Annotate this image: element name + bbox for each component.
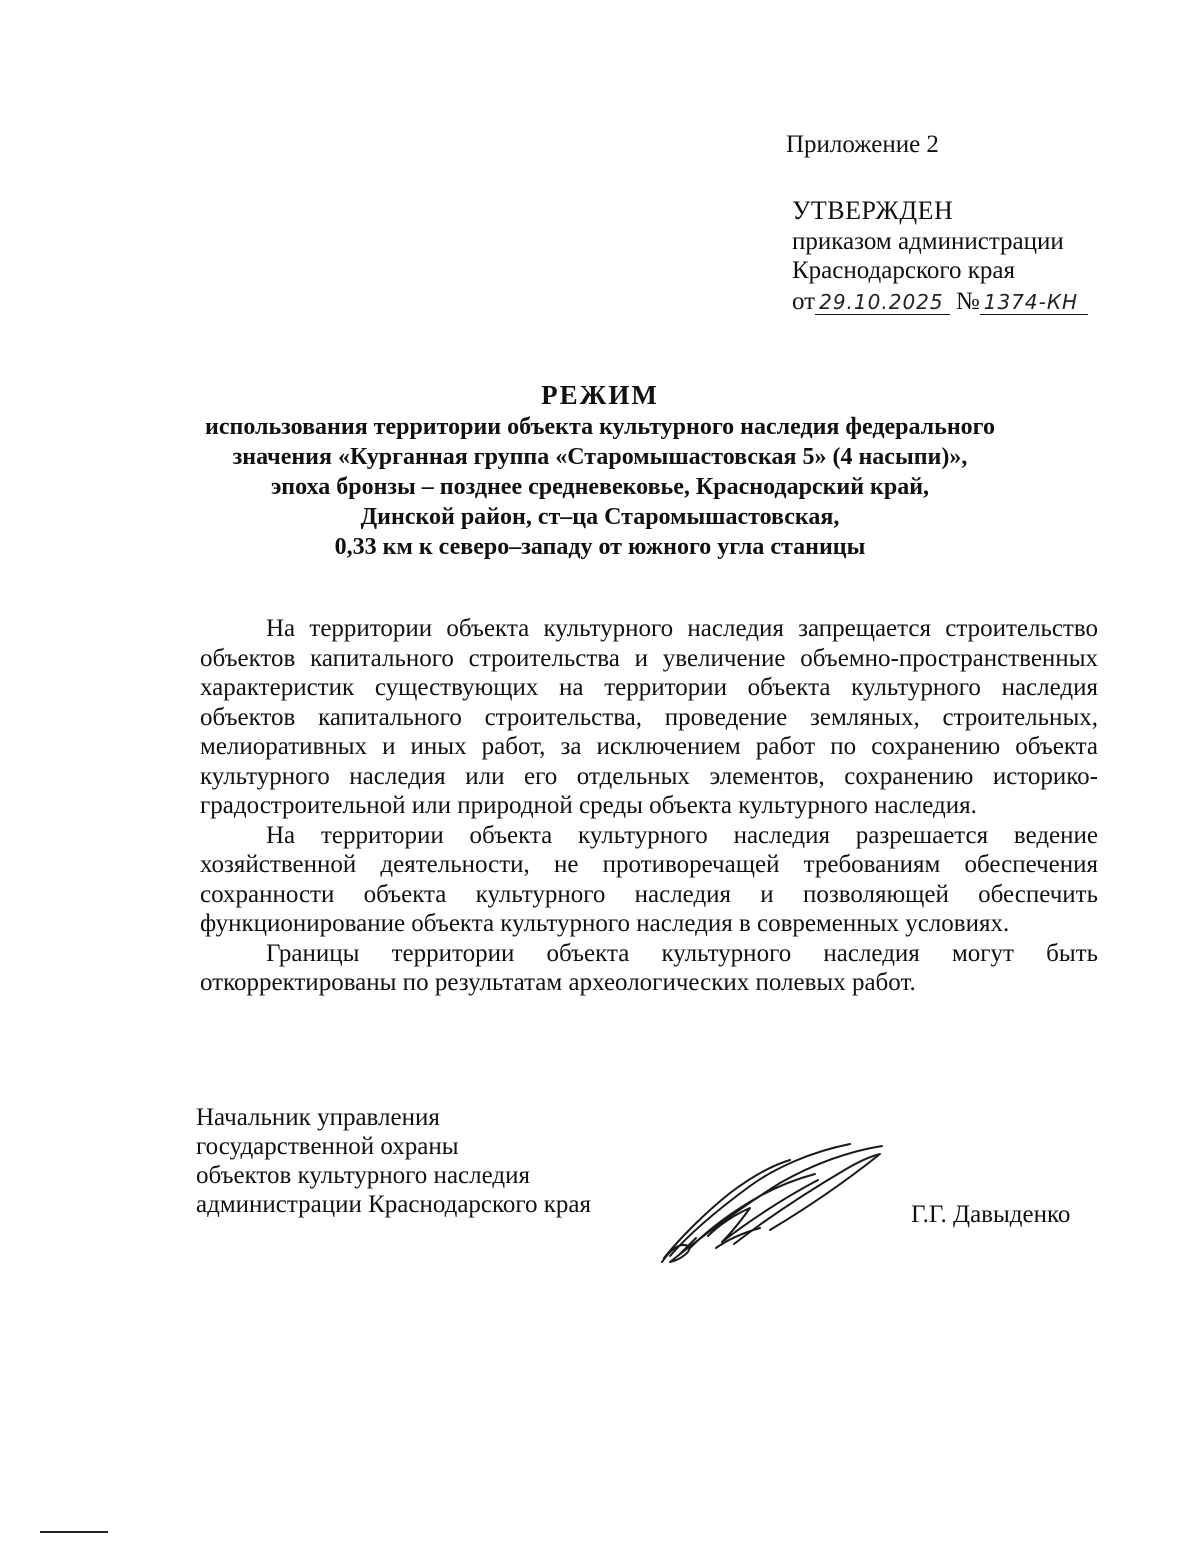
approved-label: УТВЕРЖДЕН bbox=[792, 196, 954, 225]
order-date-handwritten: 29.10.2025 bbox=[815, 290, 950, 315]
order-number-handwritten: 1374-КН bbox=[980, 290, 1088, 315]
appendix-label: Приложение 2 bbox=[786, 131, 939, 158]
title-line-3: эпоха бронзы – позднее средневековье, Краснодарский край, bbox=[270, 474, 930, 500]
signer-position-block bbox=[196, 1103, 591, 1219]
title-line-1: использования территории объекта культурного наследия федерального bbox=[205, 414, 995, 440]
position-line-3: объектов культурного наследия bbox=[196, 1162, 530, 1189]
position-line-4: администрации Краснодарского края bbox=[196, 1191, 592, 1218]
approved-by-line-2: Краснодарского края bbox=[792, 257, 1015, 284]
order-date-line bbox=[792, 287, 1172, 316]
handwritten-signature bbox=[650, 1138, 900, 1268]
number-prefix: № bbox=[955, 288, 980, 315]
body-paragraph-3: Границы территории объекта культурного наследия могут быть откорректированы по результатам археологических полевых работ. bbox=[200, 939, 1098, 996]
body-paragraph-2: На территории объекта культурного наследия разрешается ведение хозяйственной деятельности, не противоречащей требованиям обеспечения сохранности объекта культурного наследия и позволяющей обеспечить функционирование объекта культурного наследия в современных условиях. bbox=[200, 821, 1098, 937]
footer-divider bbox=[40, 1531, 108, 1533]
title-line-4: Динской район, ст–ца Старомышастовская, bbox=[360, 504, 840, 530]
approved-by-line-1: приказом администрации bbox=[792, 228, 1064, 255]
position-line-1: Начальник управления bbox=[196, 1104, 440, 1131]
position-line-2: государственной охраны bbox=[196, 1133, 459, 1160]
document-body bbox=[200, 614, 1098, 998]
body-paragraph-1: На территории объекта культурного наследия запрещается строительство объектов капитального строительства и увеличение объемно-пространственных характеристик существующих на территории объекта культурного наследия объектов капитального строительства, проведение земляных, строительных, мелиоративных и иных работ, за исключением работ по сохранению объекта культурного наследия или его отдельных элементов, сохранению историко-градостроительной или природной среды объекта культурного наследия. bbox=[200, 615, 1098, 819]
title-line-5: 0,33 км к северо–западу от южного угла станицы bbox=[334, 534, 866, 560]
document-title-block bbox=[150, 378, 1050, 562]
approval-stamp-block bbox=[792, 196, 1172, 316]
document-title: РЕЖИМ bbox=[541, 380, 659, 410]
title-line-2: значения «Курганная группа «Старомышастовская 5» (4 насыпи)», bbox=[232, 444, 968, 470]
date-prefix: от bbox=[792, 288, 816, 315]
signer-name: Г.Г. Давыденко bbox=[911, 1201, 1071, 1228]
